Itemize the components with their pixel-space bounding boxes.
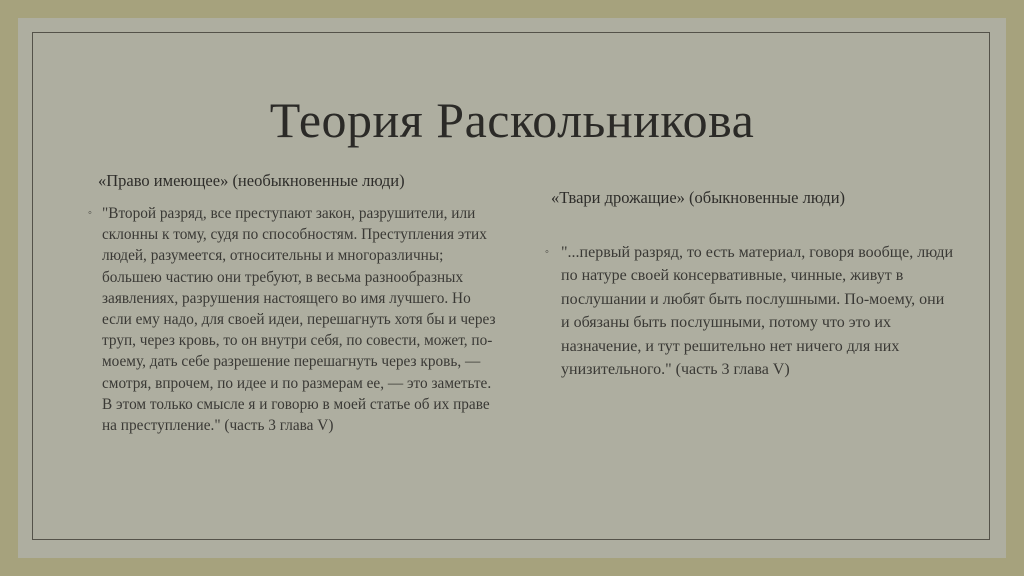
left-quote-text: "Второй разряд, все преступают закон, разрушители, или склонны к тому, судя по способностям. Преступления этих людей, разумеется, относительны и многоразличны; большею частию они требуют, в весьма разнообразных заявлениях, разрушения настоящего во имя лучшего. Но если ему надо, для своей идеи, перешагнуть хотя бы и через труп, через кровь, то он внутри себя, по совести, может, по-моему, дать себе разрешение перешагнуть через кровь, — смотря, впрочем, по идее и по размерам ее, — это заметьте. В этом только смысле я и говорю в моей статье об их праве на преступление." (часть 3 глава V) — [102, 205, 496, 435]
bullet-icon: ◦ — [545, 246, 549, 258]
left-column — [90, 170, 500, 436]
left-heading: «Право имеющее» (необыкновенные люди) — [98, 171, 405, 190]
slide-title: Теория Раскольникова — [269, 92, 755, 148]
right-quote-text: "...первый разряд, то есть материал, говоря вообще, люди по натуре своей консервативные, чинные, живут в послушании и любят быть послушными. По-моему, они и обязаны быть послушными, потому что это их назначение, и тут решительно нет ничего для них унизительного." (часть 3 глава V) — [561, 244, 954, 379]
right-quote — [545, 241, 955, 381]
right-heading: «Твари дрожащие» (обыкновенные люди) — [551, 188, 846, 207]
left-quote — [90, 203, 500, 436]
slide — [18, 18, 1006, 558]
bullet-icon: ◦ — [88, 207, 92, 219]
right-column — [545, 187, 955, 381]
